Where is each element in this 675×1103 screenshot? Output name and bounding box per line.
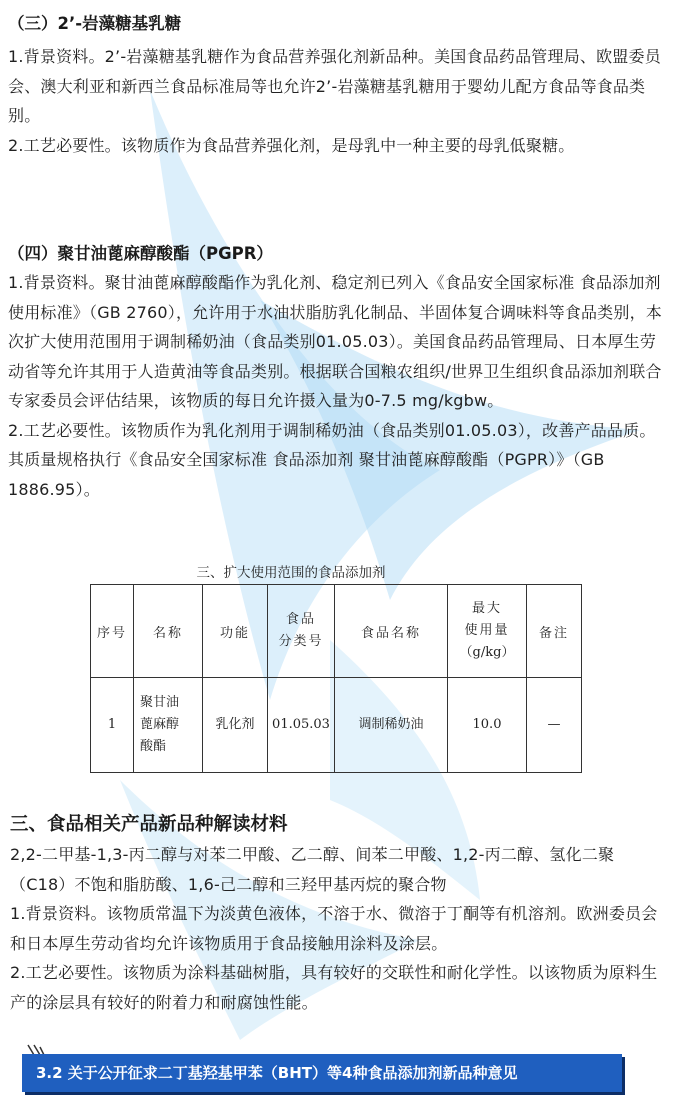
header-max-usage [448, 585, 527, 678]
cell-seq: 1 [91, 678, 134, 773]
cell-name-line: 聚甘油 [140, 695, 180, 710]
section-food-contact [10, 810, 670, 1017]
section-title: （三）2’-岩藻糖基乳糖 [8, 14, 182, 33]
table-row [91, 678, 582, 773]
header-name: 名称 [134, 585, 203, 678]
header-category-line: 分类号 [278, 634, 324, 649]
header-seq: 序号 [91, 585, 134, 678]
header-food: 食品名称 [335, 585, 448, 678]
paragraph: 1.背景资料。2’-岩藻糖基乳糖作为食品营养强化剂新品种。美国食品药品管理局、欧盟委员会、澳大利亚和新西兰食品标准局等也允许2’-岩藻糖基乳糖用于婴幼儿配方食品等食品类别。 [8, 47, 661, 125]
paragraph: 2,2-二甲基-1,3-丙二醇与对苯二甲酸、乙二醇、间苯二甲酸、1,2-丙二醇、氢化二聚（C18）不饱和脂肪酸、1,6-己二醇和三羟甲基丙烷的聚合物 [10, 845, 615, 894]
cell-name-line: 蓖麻醇 [140, 717, 180, 732]
section-title: （四）聚甘油蓖麻醇酸酯（PGPR） [8, 244, 273, 263]
section-pgpr [8, 240, 670, 504]
section-2fl [8, 10, 668, 160]
cell-function: 乳化剂 [203, 678, 268, 773]
header-max-line: （g/kg） [459, 645, 515, 660]
cell-note: — [527, 678, 582, 773]
cell-name [134, 678, 203, 773]
header-max-line: 使用量 [464, 623, 510, 638]
additive-table-block [84, 562, 598, 773]
header-category [268, 585, 335, 678]
paragraph: 2.工艺必要性。该物质为涂料基础树脂，具有较好的交联性和耐化学性。以该物质为原料生产的涂层具有较好的附着力和耐腐蚀性能。 [10, 963, 658, 1012]
cell-food: 调制稀奶油 [335, 678, 448, 773]
header-category-line: 食品 [285, 612, 316, 627]
next-article-banner[interactable]: 3.2 关于公开征求二丁基羟基甲苯（BHT）等4种食品添加剂新品种意见 [22, 1054, 622, 1092]
paragraph: 1.背景资料。该物质常温下为淡黄色液体，不溶于水、微溶于丁酮等有机溶剂。欧洲委员会和日本厚生劳动省均允许该物质用于食品接触用涂料及涂层。 [10, 904, 658, 953]
paragraph: 2.工艺必要性。该物质作为食品营养强化剂，是母乳中一种主要的母乳低聚糖。 [8, 135, 575, 155]
paragraph: 1.背景资料。聚甘油蓖麻醇酸酯作为乳化剂、稳定剂已列入《食品安全国家标准 食品添加剂使用标准》（GB 2760），允许用于水油状脂肪乳化制品、半固体复合调味料等食品类别，本次扩大使用范围用于调制稀奶油（食品类别01.05.03）。美国食品药品管理局、日本厚生劳动省等允许其用于人造黄油等食品类别。根据联合国粮农组织/世界卫生组织食品添加剂联合专家委员会评估结果，该物质的每日允许摄入量为0-7.5 mg/kgbw。 [8, 273, 662, 410]
additive-table [90, 584, 582, 773]
header-note: 备注 [527, 585, 582, 678]
cell-name-line: 酸酯 [140, 739, 167, 754]
table-header-row [91, 585, 582, 678]
header-max-line: 最大 [471, 601, 502, 616]
section-title: 三、食品相关产品新品种解读材料 [10, 814, 288, 835]
cell-max-usage: 10.0 [448, 678, 527, 773]
cell-category: 01.05.03 [268, 678, 335, 773]
paragraph: 2.工艺必要性。该物质作为乳化剂用于调制稀奶油（食品类别01.05.03），改善产品品质。其质量规格执行《食品安全国家标准 食品添加剂 聚甘油蓖麻醇酸酯（PGPR）》（GB 1886.95）。 [8, 420, 656, 499]
header-function: 功能 [203, 585, 268, 678]
table-title: 三、扩大使用范围的食品添加剂 [196, 565, 386, 581]
